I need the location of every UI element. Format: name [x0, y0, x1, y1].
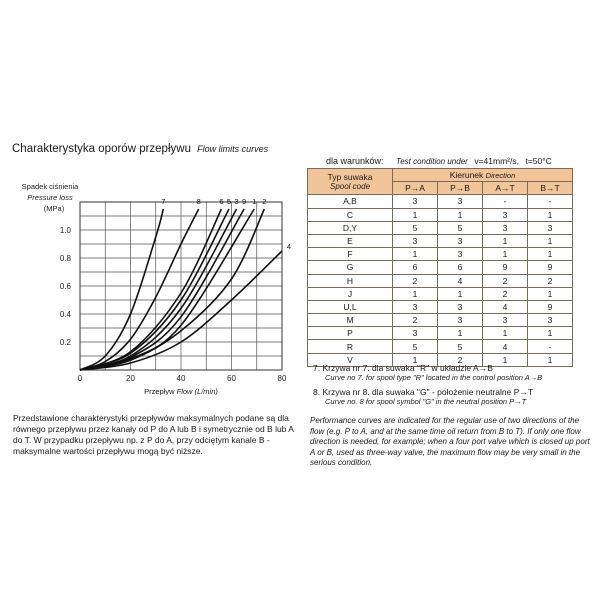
curve-number-cell: 9 — [528, 300, 573, 313]
spool-code-cell: F — [308, 248, 393, 261]
curve-number-cell: 1 — [483, 327, 528, 340]
curve-number-cell: 1 — [393, 287, 438, 300]
curve-label-9: 9 — [242, 197, 247, 206]
spool-code-cell: R — [308, 340, 393, 353]
curve-number-cell: 2 — [393, 314, 438, 327]
note-8: 8. Krzywa nr 8. dla suwaka "G" - położenie neutralne P→T — [313, 387, 534, 397]
header-direction — [393, 169, 573, 182]
y-axis-label-pl: Spadek ciśnienia — [21, 182, 79, 191]
curve-number-cell: 3 — [438, 300, 483, 313]
curve-number-cell: 5 — [438, 340, 483, 353]
table-row — [308, 300, 573, 313]
flow-limits-chart — [0, 180, 305, 395]
curve-number-cell: 9 — [483, 261, 528, 274]
curve-number-cell: - — [483, 195, 528, 208]
chart-title — [12, 143, 268, 155]
spool-code-cell: J — [308, 287, 393, 300]
table-row — [308, 221, 573, 234]
curve-label-6: 6 — [219, 197, 224, 206]
table-row — [308, 234, 573, 247]
spool-code-cell: A,B — [308, 195, 393, 208]
curve-number-cell: 1 — [393, 353, 438, 366]
note-8-en: Curve no. 8 for spool symbol "G" in the neutral position P→T — [325, 397, 527, 406]
spool-code-cell: M — [308, 314, 393, 327]
curve-number-cell: 3 — [438, 195, 483, 208]
curve-number-cell: 1 — [528, 353, 573, 366]
curve-number-cell: 3 — [393, 300, 438, 313]
curve-label-8: 8 — [196, 197, 201, 206]
header-dir-pl: Kierunek — [449, 170, 484, 181]
header-spool-code — [308, 169, 393, 195]
curve-number-cell: 3 — [528, 314, 573, 327]
spool-code-cell: P — [308, 327, 393, 340]
table-row — [308, 327, 573, 340]
curve-label-2: 2 — [262, 197, 267, 206]
description-pl: Przedstawione charakterystyki przepływów maksymalnych podane są dla równego przepływu przez kanały od P do A lub B i symetrycznie od B lub A do T. W przypadku przepływu np. z P do A, przy odciętym kanale B - maksymalne wartości przepływu mogą być niższe. — [13, 413, 294, 456]
y-axis-unit: (MPa) — [43, 204, 65, 213]
curve-number-cell: 5 — [393, 221, 438, 234]
conditions-temperature: t=50°C — [525, 156, 552, 166]
curve-number-cell: 1 — [528, 234, 573, 247]
y-tick-label: 0.6 — [59, 282, 71, 291]
table-row — [308, 248, 573, 261]
curve-9 — [80, 209, 244, 370]
curve-number-cell: 1 — [528, 287, 573, 300]
y-tick-label: 1.0 — [59, 226, 71, 235]
curve-number-cell: 3 — [483, 208, 528, 221]
curve-number-cell: 6 — [393, 261, 438, 274]
column-header: P→B — [438, 182, 483, 195]
conditions-label: dla warunków: — [326, 156, 384, 166]
y-tick-label: 0.4 — [59, 310, 71, 319]
table-row — [308, 261, 573, 274]
table-row — [308, 340, 573, 353]
curve-number-cell: 1 — [438, 287, 483, 300]
note-7-en: Curve no 7. for spool type "R" located in the control position A→B — [325, 373, 543, 382]
curve-2 — [80, 209, 264, 370]
curve-number-cell: 2 — [528, 274, 573, 287]
curve-number-cell: 9 — [528, 261, 573, 274]
curve-number-cell: 3 — [393, 234, 438, 247]
curve-number-cell: 3 — [483, 221, 528, 234]
curve-label-5: 5 — [226, 197, 232, 206]
conditions-viscosity: v=41mm²/s, — [474, 156, 519, 166]
curve-number-cell: 1 — [393, 208, 438, 221]
curve-label-3: 3 — [234, 197, 239, 206]
title-en: Flow limits curves — [197, 144, 269, 154]
curve-number-cell: 2 — [393, 274, 438, 287]
curve-number-cell: 2 — [483, 287, 528, 300]
curve-number-cell: 5 — [438, 221, 483, 234]
table-body — [308, 195, 573, 366]
table-row — [308, 208, 573, 221]
curve-number-cell: 1 — [528, 208, 573, 221]
curve-number-cell: 4 — [483, 300, 528, 313]
spool-code-cell: H — [308, 274, 393, 287]
table-row — [308, 287, 573, 300]
spool-code-cell: U,L — [308, 300, 393, 313]
curve-number-cell: - — [528, 195, 573, 208]
spool-code-cell: C — [308, 208, 393, 221]
spool-direction-table — [307, 168, 573, 367]
curve-number-cell: 4 — [438, 274, 483, 287]
table-row — [308, 274, 573, 287]
column-header: B→T — [528, 182, 573, 195]
curve-number-cell: 6 — [438, 261, 483, 274]
x-tick-label: 60 — [227, 374, 236, 383]
x-tick-label: 80 — [277, 374, 287, 383]
y-tick-label: 0.2 — [59, 338, 71, 347]
spool-code-cell: V — [308, 353, 393, 366]
x-tick-label: 0 — [77, 374, 83, 383]
curve-label-7: 7 — [161, 197, 166, 206]
curve-number-cell: 2 — [438, 353, 483, 366]
curve-number-cell: 3 — [393, 195, 438, 208]
curve-1 — [80, 209, 254, 370]
curve-label-4: 4 — [286, 242, 292, 251]
curve-number-cell: 1 — [438, 208, 483, 221]
x-tick-label: 20 — [126, 374, 135, 383]
curve-number-cell: 4 — [483, 340, 528, 353]
header-code-en: Spool code — [329, 181, 371, 191]
description-en: Performance curves are indicated for the regular use of two directions of the flow (e.g. P to A, and at the same time oil return from B to T). If only one flow direction is needed, for example; when a four port valve which is closed up port A or B, used as three-way valve, the maximum flow may be very small in the serious condition. — [310, 416, 590, 467]
curve-number-cell: 1 — [528, 327, 573, 340]
y-tick-label: 0.8 — [59, 254, 71, 263]
test-conditions — [326, 156, 552, 166]
curve-number-cell: 3 — [438, 248, 483, 261]
column-header: A→T — [483, 182, 528, 195]
spool-code-cell: G — [308, 261, 393, 274]
table-row — [308, 195, 573, 208]
curve-number-cell: 2 — [483, 274, 528, 287]
curve-number-cell: 1 — [528, 248, 573, 261]
table-row — [308, 314, 573, 327]
x-tick-label: 40 — [176, 374, 186, 383]
curve-number-cell: 3 — [393, 327, 438, 340]
title-pl: Charakterystyka oporów przepływu — [12, 143, 191, 155]
y-axis-label-en: Pressure loss — [27, 193, 73, 202]
curve-number-cell: 1 — [483, 248, 528, 261]
header-dir-en: Direction — [485, 171, 516, 181]
curve-5 — [80, 209, 229, 370]
curve-number-cell: 3 — [528, 221, 573, 234]
curve-notes — [313, 363, 542, 407]
curve-number-cell: 1 — [483, 234, 528, 247]
note-7: 7. Krzywa nr 7. dla suwaka "R" w układzie A→B — [313, 363, 493, 373]
curve-number-cell: 3 — [438, 314, 483, 327]
column-header: P→A — [393, 182, 438, 195]
curve-number-cell: 1 — [438, 327, 483, 340]
curve-number-cell: - — [528, 340, 573, 353]
curve-number-cell: 1 — [393, 248, 438, 261]
curve-number-cell: 3 — [438, 234, 483, 247]
spool-code-cell: D,Y — [308, 221, 393, 234]
curve-number-cell: 5 — [393, 340, 438, 353]
curve-number-cell: 1 — [483, 353, 528, 366]
header-code-pl: Typ suwaka — [327, 171, 373, 182]
x-axis-label: Przepływ Flow (L/min) — [144, 387, 218, 395]
curve-number-cell: 3 — [483, 314, 528, 327]
conditions-label-en: Test condition under — [396, 157, 468, 166]
curve-label-1: 1 — [252, 197, 257, 206]
spool-code-cell: E — [308, 234, 393, 247]
